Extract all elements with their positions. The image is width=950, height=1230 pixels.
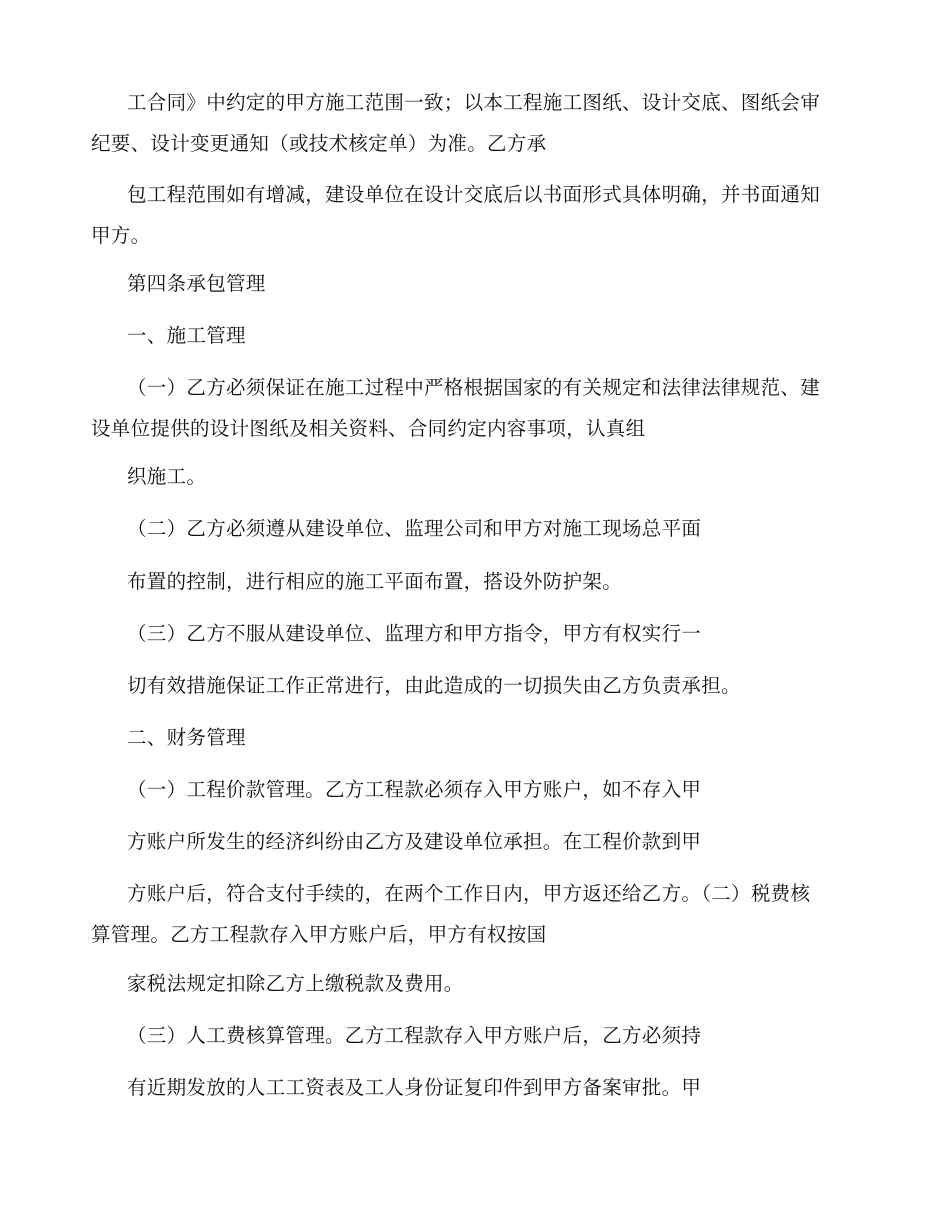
text-line: 切有效措施保证工作正常进行，由此造成的一切损失由乙方负责承担。 (127, 674, 741, 697)
text-line: 甲方。 (91, 224, 151, 247)
paragraph-item-3 (91, 613, 871, 654)
paragraph-scope-1 (91, 82, 871, 164)
section-heading-finance (91, 717, 871, 758)
text-line: 工合同》中约定的甲方施工范围一致；以本工程施工图纸、设计交底、图纸会审 (127, 91, 821, 114)
text-line: 一、施工管理 (127, 324, 246, 347)
text-line: 家税法规定扣除乙方上缴税款及费用。 (127, 972, 464, 995)
text-line: 织施工。 (127, 465, 207, 488)
text-line: 方账户所发生的经济纠纷由乙方及建设单位承担。在工程价款到甲 (127, 830, 702, 853)
section-heading-construction (91, 315, 871, 356)
paragraph-continuation (91, 456, 871, 497)
paragraph-continuation (91, 821, 871, 862)
paragraph-continuation (91, 561, 871, 602)
paragraph-item-1 (91, 367, 871, 449)
paragraph-scope-2 (91, 174, 871, 256)
article-heading (91, 263, 871, 304)
text-line: （二）乙方必须遵从建设单位、监理公司和甲方对施工现场总平面 (127, 517, 702, 540)
text-line: 纪要、设计变更通知（或技术核定单）为准。乙方承 (91, 132, 547, 155)
text-line: （三）人工费核算管理。乙方工程款存入甲方账户后，乙方必须持 (127, 1024, 702, 1047)
text-line: 布置的控制，进行相应的施工平面布置，搭设外防护架。 (127, 570, 623, 593)
paragraph-finance-item-3 (91, 1015, 871, 1056)
text-line: 方账户后，符合支付手续的，在两个工作日内，甲方返还给乙方。（二）税费核 (127, 882, 811, 905)
paragraph-item-2 (91, 508, 871, 549)
text-line: 包工程范围如有增减，建设单位在设计交底后以书面形式具体明确，并书面通知 (127, 183, 821, 206)
paragraph-continuation (91, 1067, 871, 1108)
text-line: 第四条承包管理 (127, 272, 266, 295)
paragraph-finance-item-1 (91, 769, 871, 810)
text-line: 设单位提供的设计图纸及相关资料、合同约定内容事项，认真组 (91, 417, 646, 440)
paragraph-finance-item-2 (91, 873, 871, 955)
text-line: 二、财务管理 (127, 726, 246, 749)
paragraph-continuation (91, 963, 871, 1004)
text-line: 算管理。乙方工程款存入甲方账户后，甲方有权按国 (91, 923, 547, 946)
text-line: （三）乙方不服从建设单位、监理方和甲方指令，甲方有权实行一 (127, 622, 702, 645)
text-line: （一）工程价款管理。乙方工程款必须存入甲方账户，如不存入甲 (127, 778, 702, 801)
text-line: 有近期发放的人工工资表及工人身份证复印件到甲方备案审批。甲 (127, 1076, 702, 1099)
paragraph-continuation (91, 665, 871, 706)
text-line: （一）乙方必须保证在施工过程中严格根据国家的有关规定和法律法律规范、建 (127, 376, 821, 399)
